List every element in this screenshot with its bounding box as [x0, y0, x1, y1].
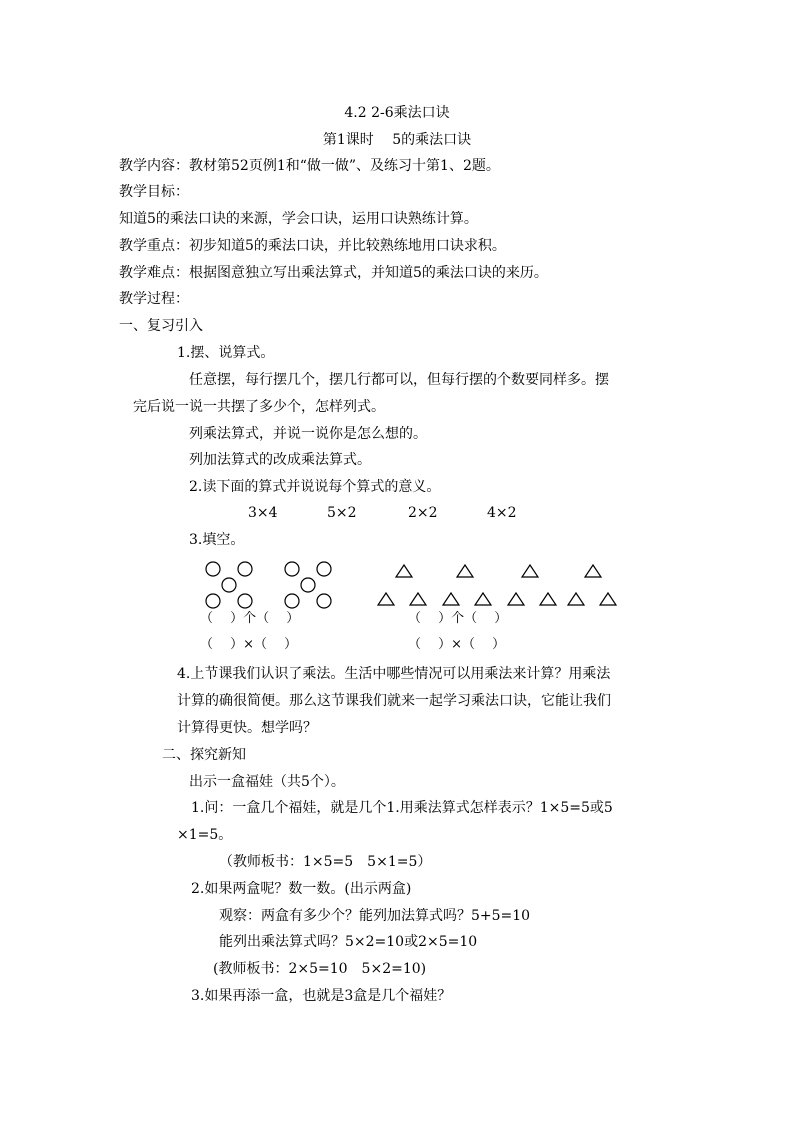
- step-3: 3.填空。: [189, 532, 245, 548]
- triangle-shape: [443, 593, 459, 605]
- circle-shape: [317, 594, 331, 608]
- triangle-shape: [600, 593, 616, 605]
- triangle-shape: [585, 565, 601, 577]
- triangle-shape: [540, 593, 556, 605]
- explore-step-2: 2.如果两盒呢？数一数。(出示两盒): [191, 881, 412, 897]
- step-4-line-c: 计算得更快。想学吗？: [177, 720, 317, 736]
- triangle-shape: [396, 565, 412, 577]
- step-1-text-d: 列加法算式的改成乘法算式。: [189, 452, 371, 468]
- page-title: 4.2 2-6乘法口诀: [344, 105, 450, 121]
- circle-shape: [238, 594, 252, 608]
- circle-shape: [301, 578, 315, 592]
- explore-step-2-multiply: 能列出乘法算式吗？5×2=10或2×5=10: [219, 934, 478, 950]
- expression-1: 3×4: [248, 505, 278, 521]
- step-4-line-a: 4.上节课我们认识了乘法。生活中哪些情况可以用乘法来计算？用乘法: [177, 666, 611, 682]
- circle-shape: [285, 562, 299, 576]
- teaching-focus: 教学重点：初步知道5的乘法口诀，并比较熟练地用口诀求积。: [119, 238, 506, 254]
- explore-step-1a: 1.问：一盒几个福娃，就是几个1.用乘法算式怎样表示？1×5=5或5: [191, 800, 613, 816]
- triangle-blank-row-1: （ ）个（ ）: [408, 611, 508, 626]
- teaching-goal: 知道5的乘法口诀的来源，学会口诀，运用口诀熟练计算。: [119, 211, 478, 227]
- section-explore-heading: 二、探究新知: [162, 747, 246, 763]
- board-note-1: （教师板书：1×5=5 5×1=5）: [219, 854, 432, 870]
- expression-2: 5×2: [327, 505, 357, 521]
- circle-shape: [206, 594, 220, 608]
- explore-step-1b: ×1=5。: [177, 827, 233, 843]
- triangle-groups: [378, 565, 616, 605]
- explore-step-3: 3.如果再添一盒，也就是3盒是几个福娃？: [191, 988, 452, 1004]
- triangle-shape: [475, 593, 491, 605]
- explore-intro: 出示一盒福娃（共5个）。: [189, 774, 345, 790]
- teaching-difficulty: 教学难点：根据图意独立写出乘法算式，并知道5的乘法口诀的来历。: [119, 265, 548, 281]
- step-1-text-a: 任意摆，每行摆几个，摆几行都可以，但每行摆的个数要同样多。摆: [189, 372, 609, 388]
- triangle-blank-row-2: （ ）×（ ）: [408, 637, 506, 652]
- expression-4: 4×2: [487, 505, 517, 521]
- step-2: 2.读下面的算式并说说每个算式的意义。: [189, 479, 441, 495]
- circle-shape: [285, 594, 299, 608]
- explore-step-2-observe: 观察：两盒有多少个？能列加法算式吗？5+5=10: [219, 908, 531, 924]
- board-note-2: (教师板书：2×5=10 5×2=10): [213, 961, 427, 977]
- circle-shape: [206, 562, 220, 576]
- teaching-content: 教学内容：教材第52页例1和“做一做”、及练习十第1、2题。: [119, 158, 500, 174]
- expression-3: 2×2: [408, 505, 438, 521]
- step-1-text-b: 完后说一说一共摆了多少个，怎样列式。: [133, 399, 385, 415]
- circle-shape: [222, 578, 236, 592]
- circle-blank-row-2: （ ）×（ ）: [200, 637, 298, 652]
- circle-shape: [317, 562, 331, 576]
- circle-groups: [206, 562, 331, 608]
- circle-shape: [238, 562, 252, 576]
- triangle-shape: [378, 593, 394, 605]
- lesson-subtitle: 第1课时 5的乘法口诀: [322, 132, 472, 148]
- step-1-text-c: 列乘法算式，并说一说你是怎么想的。: [189, 426, 427, 442]
- triangle-shape: [522, 565, 538, 577]
- section-review-heading: 一、复习引入: [119, 318, 203, 334]
- circle-blank-row-1: （ ）个（ ）: [200, 611, 300, 626]
- triangle-shape: [568, 593, 584, 605]
- step-4-line-b: 计算的确很简便。那么这节课我们就来一起学习乘法口诀，它能让我们: [177, 693, 611, 709]
- teaching-goal-heading: 教学目标：: [119, 184, 189, 200]
- triangle-shape: [508, 593, 524, 605]
- step-1: 1.摆、说算式。: [177, 345, 275, 361]
- triangle-shape: [410, 593, 426, 605]
- teaching-process-heading: 教学过程：: [119, 291, 189, 307]
- triangle-shape: [457, 565, 473, 577]
